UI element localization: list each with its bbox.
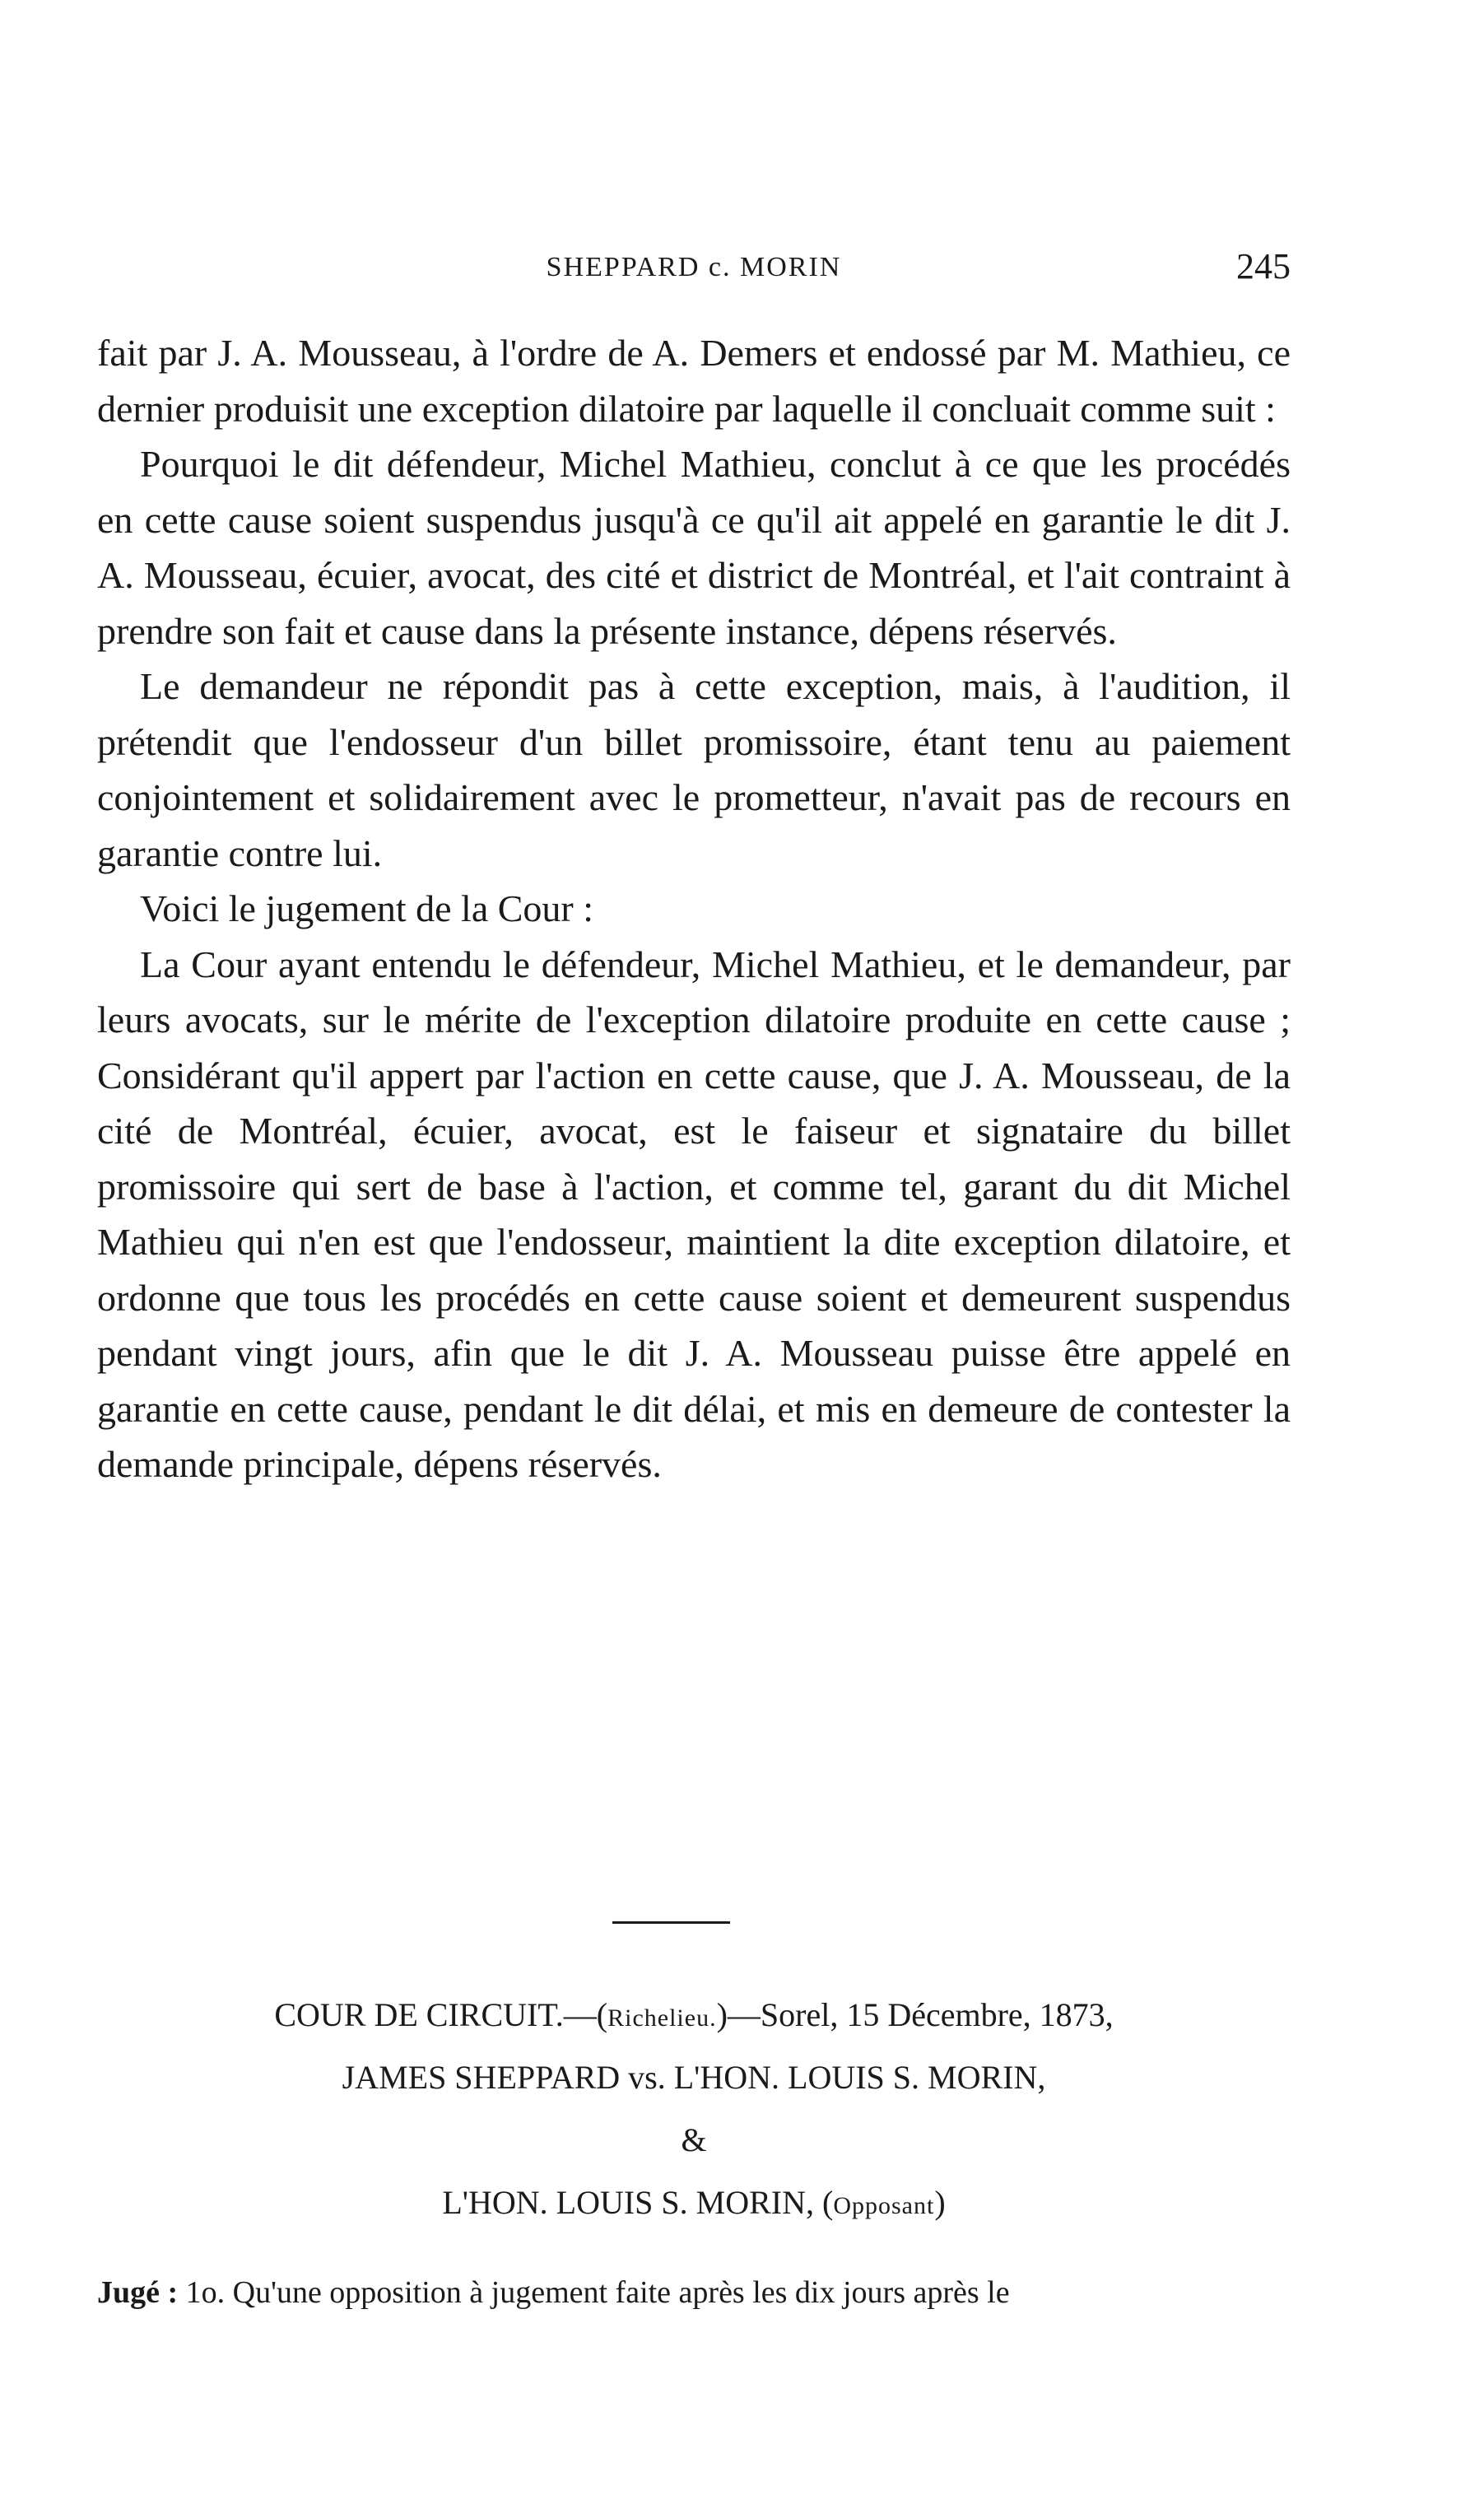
body-text	[97, 325, 1291, 1492]
headnote-label: Jugé :	[97, 2275, 179, 2310]
paragraph-defendant-conclusion: Pourquoi le dit défendeur, Michel Mathieu, conclut à ce que les procédés en cette cause soient suspendus jusqu'à ce qu'il ait appelé en garantie le dit J. A. Mousseau, écuier, avocat, des cité et district de Montréal, et l'ait contraint à prendre son fait et cause dans la présente instance, dépens réservés.	[97, 443, 1291, 652]
running-title: SHEPPARD c. MORIN	[546, 252, 842, 282]
opposant-role: Opposant	[833, 2192, 935, 2219]
paragraph-judgment: La Cour ayant entendu le défendeur, Michel Mathieu, et le demandeur, par leurs avocats, sur le mérite de l'exception dilatoire produite en cette cause ; Considérant qu'il appert par l'action en cette cause, que J. A. Mousseau, de la cité de Montréal, écuier, avocat, est le faiseur et signataire du billet promissoire qui sert de base à l'action, et comme tel, garant du dit Michel Mathieu qui n'en est que l'endosseur, maintient la dite exception dilatoire, et ordonne que tous les procédés en cette cause soient et demeurent suspendus pendant vingt jours, afin que le dit J. A. Mousseau puisse être appelé en garantie en cette cause, pendant le dit délai, et mis en demeure de contester la demande principale, dépens réservés.	[97, 943, 1291, 1485]
case-heading	[97, 1984, 1291, 2234]
headnote-text: 1o. Qu'une opposition à jugement faite après les dix jours après le	[178, 2275, 1010, 2310]
court-name: COUR DE CIRCUIT.—(	[274, 1996, 608, 2033]
paragraph-plaintiff-argument: Le demandeur ne répondit pas à cette exception, mais, à l'audition, il prétendit que l'endosseur d'un billet promissoire, étant tenu au paiement conjointement et solidairement avec le prometteur, n'avait pas de recours en garantie contre lui.	[97, 665, 1291, 874]
section-divider	[612, 1921, 730, 1924]
paragraph-continuation: fait par J. A. Mousseau, à l'ordre de A. Demers et endossé par M. Mathieu, ce dernier produisit une exception dilatoire par laquelle il concluait comme suit :	[97, 332, 1291, 430]
headnote	[97, 2268, 1291, 2317]
case-ampersand: &	[681, 2121, 707, 2158]
case-opposant-line	[97, 2172, 1291, 2234]
case-court-line	[97, 1984, 1291, 2046]
paragraph-judgment-intro: Voici le jugement de la Cour :	[140, 887, 594, 929]
running-head	[97, 245, 1291, 295]
district-name: Richelieu.	[607, 2004, 717, 2032]
case-parties-line: JAMES SHEPPARD vs. L'HON. LOUIS S. MORIN,	[342, 2059, 1046, 2096]
opposant-close: )	[934, 2184, 946, 2221]
court-date: )—Sorel, 15 Décembre, 1873,	[716, 1996, 1114, 2033]
page-number: 245	[1236, 246, 1291, 286]
opposant-name: L'HON. LOUIS S. MORIN, (	[442, 2184, 834, 2221]
